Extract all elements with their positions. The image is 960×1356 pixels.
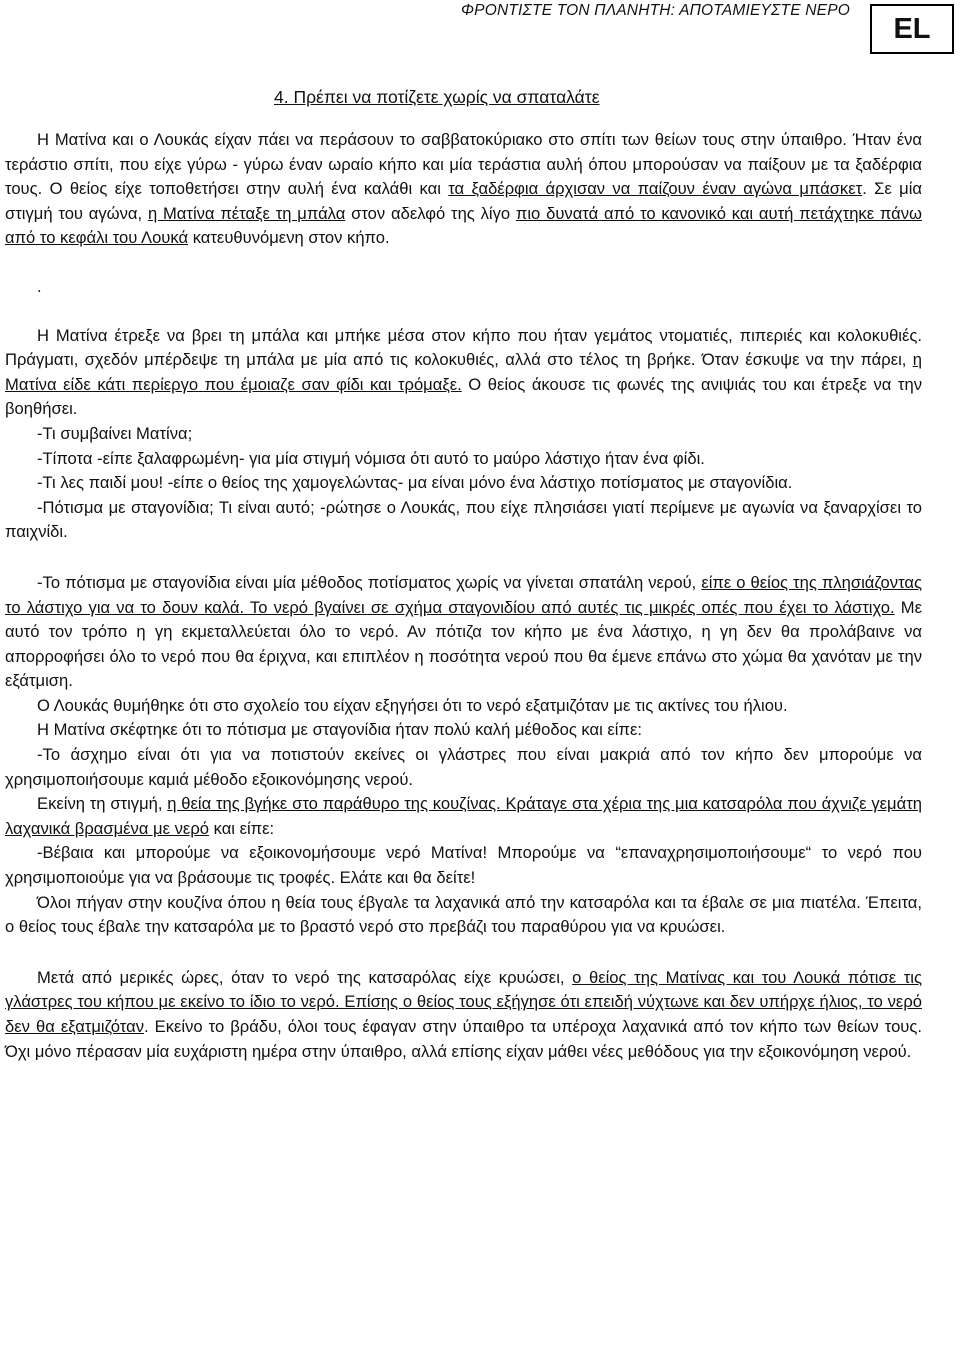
paragraph-ending <box>5 966 922 1064</box>
text: και είπε: <box>209 818 275 838</box>
underlined-text: πιο δυνατά από το κανονικό και αυτή πετάχτηκε πάνω από το κεφάλι του Λουκά <box>5 203 922 248</box>
text: . Εκείνο το βράδυ, όλοι τους έφαγαν στην ύπαιθρο τα υπέροχα λαχανικά από τον κήπο των θείων τους. Όχι μόνο πέρασαν μία ευχάριστη ημέρα στην ύπαιθρο, αλλά επίσης είχαν μάθει νέες μεθόδους για την εξοικονόμηση νερού. <box>5 1017 922 1061</box>
story-body <box>5 128 922 1064</box>
stray-dot: . <box>37 276 42 296</box>
paragraph-intro <box>5 128 922 251</box>
paragraph-garden <box>5 324 922 422</box>
paragraph-matina-thinks: Η Ματίνα σκέφτηκε ότι το πότισμα με σταγονίδια ήταν πολύ καλή μέθοδος και είπε: <box>37 720 642 740</box>
dialogue-line: -Το άσχημο είναι ότι για να ποτιστούν εκείνες οι γλάστρες που είναι μακριά από τον κήπο δεν μπορούμε να χρησιμοποιήσουμε καμιά μέθοδο εξοικονόμησης νερού. <box>5 745 922 789</box>
underlined-text: είπε ο θείος της πλησιάζοντας το λάστιχο για να το δουν καλά. Το νερό βγαίνει σε σχήμα σταγονιδίου από αυτές τις μικρές οπές που έχει το λάστιχο. <box>5 572 922 617</box>
section-title: 4. Πρέπει να ποτίζετε χωρίς να σπαταλάτε <box>274 87 600 107</box>
spacer <box>5 300 922 324</box>
underlined-text: η θεία της βγήκε στο παράθυρο της κουζίνας. Κράταγε στα χέρια της μια κατσαρόλα που άχνιζε γεμάτη λαχανικά βρασμένα με νερό <box>5 794 922 838</box>
paragraph-kitchen: Όλοι πήγαν στην κουζίνα όπου η θεία τους έβγαλε τα λαχανικά από την κατσαρόλα και τα έβαλε σε μια πιατέλα. Έπειτα, ο θείος τους έβαλε την κατσαρόλα με το βραστό νερό στο πρεβάζι του παραθύρου για να κρυώσει. <box>5 892 922 937</box>
language-badge: EL <box>870 4 954 54</box>
underlined-text: ο θείος της Ματίνας και του Λουκά πότισε τις γλάστρες του κήπου με εκείνο το ίδιο το νερό. Επίσης ο θείος τους εξήγησε ότι επειδή νύχτωνε και δεν υπήρχε ήλιος, το νερό δεν θα εξατμιζόταν <box>5 967 922 1036</box>
text: Εκείνη τη στιγμή, <box>37 794 168 814</box>
paragraph-drip-irrigation <box>5 571 922 694</box>
text: Η Ματίνα έτρεξε να βρει τη μπάλα και μπήκε μέσα στον κήπο που ήταν γεμάτος ντοματιές, πιπεριές και κολοκυθιές. Πράγματι, σχεδόν μπέρδεψε τη μπάλα με μία από τις κολοκυθιές, αλλά στο τέλος τη βρήκε. Όταν έσκυψε να την πάρει, <box>5 325 922 370</box>
paragraph-evaporation: Ο Λουκάς θυμήθηκε ότι στο σχολείο του είχαν εξηγήσει ότι το νερό εξατμιζόταν με τις ακτίνες του ήλιου. <box>37 695 788 715</box>
text: Με αυτό τον τρόπο η γη εκμεταλλεύεται όλο το νερό. Αν πότιζα τον κήπο με ένα λάστιχο, η γη δεν θα προλάβαινε να απορροφήσει όλο το νερό που θα έριχνα, και επιπλέον η ποσότητα νερού που θα έμενε επάνω στο χώμα θα χανόταν με την εξάτμιση. <box>5 597 922 691</box>
paragraph-aunt <box>5 792 922 841</box>
text: κατευθυνόμενη στον κήπο. <box>188 228 390 248</box>
dialogue-line: -Τι συμβαίνει Ματίνα; <box>37 423 193 443</box>
text: Ο θείος άκουσε τις φωνές της ανιψιάς του και έτρεξε να την βοηθήσει. <box>5 374 922 419</box>
text: . Σε μία στιγμή του αγώνα, <box>5 179 922 223</box>
dialogue-line: -Πότισμα με σταγονίδια; Τι είναι αυτό; -ρώτησε ο Λουκάς, που είχε πλησιάσει γιατί περίμενε με αγωνία να ξαναρχίσει το παιχνίδι. <box>5 497 922 542</box>
dialogue-line: -Τι λες παιδί μου! -είπε ο θείος της χαμογελώντας- μα είναι μόνο ένα λάστιχο ποτίσματος με σταγονίδια. <box>37 473 793 493</box>
spacer <box>5 940 922 966</box>
spacer <box>5 545 922 571</box>
page-header <box>0 0 960 60</box>
text: Μετά από μερικές ώρες, όταν το νερό της κατσαρόλας είχε κρυώσει, <box>37 967 573 987</box>
text: -Το πότισμα με σταγονίδια είναι μία μέθοδος ποτίσματος χωρίς να γίνεται σπατάλη νερού, <box>37 572 702 592</box>
header-title: ΦΡΟΝΤΙΣΤΕ ΤΟΝ ΠΛΑΝΗΤΗ: ΑΠΟΤΑΜΙΕΥΣΤΕ ΝΕΡΟ <box>461 2 850 19</box>
dialogue-line: -Τίποτα -είπε ξαλαφρωμένη- για μία στιγμή νόμισα ότι αυτό το μαύρο λάστιχο ήταν ένα φίδι. <box>37 448 705 468</box>
spacer <box>5 251 922 275</box>
text: στον αδελφό της λίγο <box>345 203 516 223</box>
underlined-text: η Ματίνα πέταξε τη μπάλα <box>147 203 346 223</box>
underlined-text: τα ξαδέρφια άρχισαν να παίζουν έναν αγώνα μπάσκετ <box>448 179 863 199</box>
text: Η Ματίνα και ο Λουκάς είχαν πάει να περάσουν το σαββατοκύριακο στο σπίτι των θείων τους στην ύπαιθρο. Ήταν ένα τεράστιο σπίτι, που είχε γύρω - γύρω έναν ωραίο κήπο και μία τεράστια αυλή όπου μπορούσαν να παίξουν με τα ξαδέρφια τους. Ο θείος είχε τοποθετήσει στην αυλή ένα καλάθι και <box>5 130 922 199</box>
underlined-text: η Ματίνα είδε κάτι περίεργο που έμοιαζε σαν φίδι και τρόμαξε. <box>5 350 922 394</box>
dialogue-line: -Βέβαια και μπορούμε να εξοικονομήσουμε νερό Ματίνα! Μπορούμε να “επαναχρησιμοποιήσουμε“ το νερό που χρησιμοποιούμε για να βράσουμε τις τροφές. Ελάτε και θα δείτε! <box>5 843 922 888</box>
